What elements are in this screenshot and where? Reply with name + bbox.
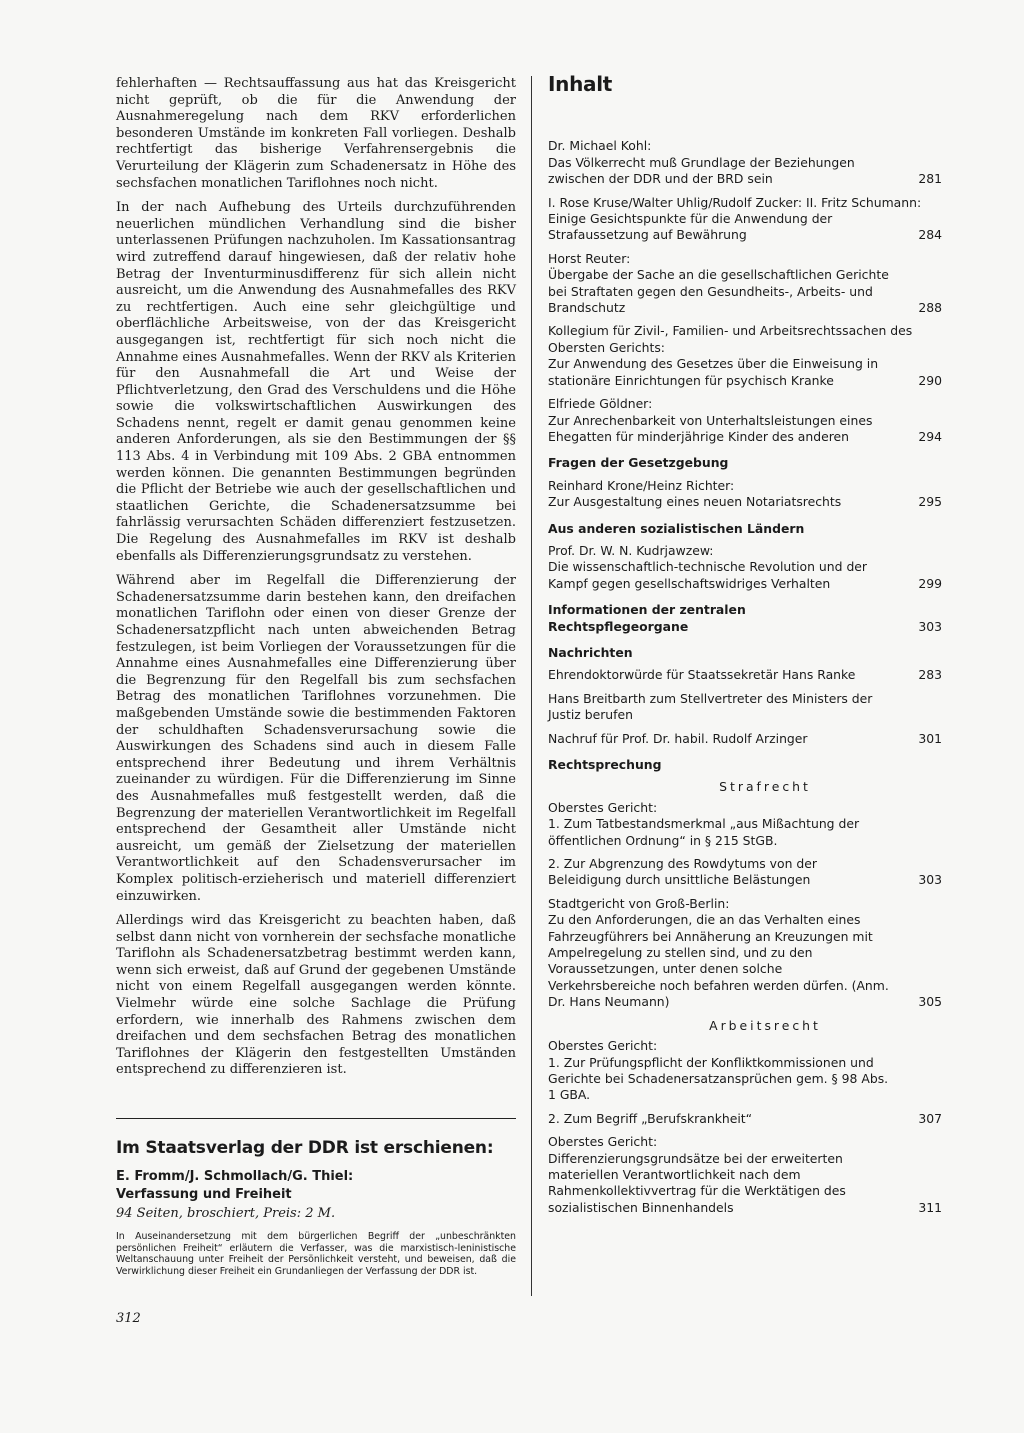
toc-entry[interactable]: [548, 1151, 942, 1217]
toc-subsection-heading: Arbeitsrecht: [709, 1017, 821, 1033]
toc-page: 303: [918, 872, 942, 888]
toc-title: Inhalt: [548, 72, 613, 96]
toc-author: Dr. Michael Kohl:: [548, 138, 652, 154]
toc-page: 281: [918, 171, 942, 187]
toc-author: I. Rose Kruse/Walter Uhlig/Rudolf Zucker: II. Fritz Schumann:: [548, 194, 922, 210]
toc-entry[interactable]: [548, 323, 942, 389]
publisher-advert: [116, 1138, 516, 1277]
toc-entry-title: 2. Zur Abgrenzung des Rowdytums von der Beleidigung durch unsittliche Belästungen: [548, 856, 817, 888]
toc-entry[interactable]: [548, 816, 942, 849]
paragraph: In der nach Aufhebung des Urteils durchzuführenden neuerlichen mündlichen Verhandlung sind die bisher unterlassenen Prüfungen nachzuholen. Im Kassationsantrag wird zutreffend darauf hingewiesen, daß der relativ hohe Betrag der Inventurminusdifferenz für sich allein nicht ausreicht, um die Anwendung des Ausnahmefalles des RKV zu rechtfertigen. Auch eine sehr gleichgültige und oberflächliche Arbeitsweise, von der das Kreisgericht ausgegangen ist, rechtfertigt für sich noch nicht die Annahme eines Ausnahmefalles. Wenn der RKV als Kriterien für den Ausnahmefall die Art und Weise der Pflichtverletzung, den Grad des Verschuldens und die Höhe sowie die volkswirtschaftlichen Auswirkungen des Schadens nennt, regelt er damit genau genommen keine anderen Anforderungen, als sie den Bestimmungen der §§ 113 Abs. 4 in Verbindung mit 109 Abs. 2 GBA entnommen werden können. Die genannten Bestimmungen begründen die Pflicht der Betriebe wie auch der gesellschaftlichen und staatlichen Gerichte, die Schadenersatzsumme bei fahrlässig verursachten Schäden differenziert festzusetzen. Die Regelung des Ausnahmefalles im RKV ist deshalb ebenfalls als Differenzierungsgrundsatz zu verstehen.: [116, 200, 516, 564]
toc-entry[interactable]: [548, 856, 942, 889]
toc-entry-title: Ehrendoktorwürde für Staatssekretär Hans Ranke: [548, 667, 856, 683]
toc-page: 299: [918, 575, 942, 591]
court-name: Oberstes Gericht:: [548, 1038, 658, 1054]
advert-heading: Im Staatsverlag der DDR ist erschienen:: [116, 1138, 494, 1158]
court-name: Stadtgericht von Groß-Berlin:: [548, 895, 730, 911]
toc-entry-title: Zur Ausgestaltung eines neuen Notariatsrechts: [548, 494, 842, 510]
toc-page: 290: [918, 372, 942, 388]
toc-author: Elfriede Göldner:: [548, 396, 653, 412]
paragraph: fehlerhaften — Rechtsauffassung aus hat das Kreisgericht nicht geprüft, ob die für die Anwendung der Ausnahmeregelung nach dem RKV erforderlichen besonderen Umstände im konkreten Fall vorliegen. Deshalb rechtfertigt das bisherige Verfahrensergebnis die Verurteilung der Klägerin zum Schadenersatz in Höhe des sechsfachen monatlichen Tariflohnes noch nicht.: [116, 76, 516, 191]
toc-entry[interactable]: [548, 691, 942, 724]
toc-entry[interactable]: [548, 396, 942, 445]
toc-entry[interactable]: [548, 478, 942, 511]
toc-section-entry[interactable]: [548, 602, 942, 635]
toc-entry-title: 1. Zur Prüfungspflicht der Konfliktkommissionen und Gerichte bei Schadenersatzansprüchen gem. § 98 Abs. 1 GBA.: [548, 1054, 889, 1103]
section-divider: [116, 1118, 516, 1119]
toc-page: 288: [918, 300, 942, 316]
toc-entry-title: Differenzierungsgrundsätze bei der erweiterten materiellen Verantwortlichkeit nach dem Rahmenkollektivvertrag für die Werktätigen des sozialistischen Binnenhandels: [548, 1150, 846, 1215]
advert-meta: 94 Seiten, broschiert, Preis: 2 M.: [116, 1206, 336, 1221]
toc-author: Kollegium für Zivil-, Familien- und Arbeitsrechtssachen des Obersten Gerichts:: [548, 323, 913, 355]
paragraph: Während aber im Regelfall die Differenzierung der Schadenersatzsumme darin bestehen kann, den dreifachen monatlichen Tariflohn oder einen von dieser Grenze der Schadenersatzpflicht nach unten abweichenden Betrag festzulegen, ist beim Vorliegen der Voraussetzungen für die Annahme eines Ausnahmefalles eine Differenzierung über die Begrenzung für den Regelfall bis zum sechsfachen Betrag des monatlichen Tariflohnes vorzunehmen. Die maßgebenden Umstände sowie die bestimmenden Faktoren der schuldhaften Schadensverursachung sowie die Auswirkungen des Schadens sind auch in diesem Falle entsprechend ihrer Bedeutung und ihrem Verhältnis zueinander zu würdigen. Für die Differenzierung im Sinne des Ausnahmefalles muß festgestellt werden, daß die Begrenzung der materiellen Verantwortlichkeit im Regelfall entsprechend der Gesamtheit aller Umstände nicht ausreicht, um gemäß der Zielsetzung der materiellen Verantwortlichkeit auf den Schadensverursacher im Komplex politisch-erzieherisch und materiell differenziert einzuwirken.: [116, 573, 516, 904]
page-number: 312: [116, 1311, 141, 1326]
toc-section-heading: Nachrichten: [548, 644, 633, 660]
advert-description: In Auseinandersetzung mit dem bürgerlichen Begriff der „unbeschränkten persönlichen Freiheit“ erläutern die Verfasser, was die marxistisch-leninistische Weltanschauung unter Freiheit der Persönlichkeit versteht, und beweisen, daß die Verwirklichung dieser Freiheit ein Grundanliegen der Verfassung der DDR ist.: [116, 1231, 516, 1277]
paragraph: Allerdings wird das Kreisgericht zu beachten haben, daß selbst dann nicht von vornherein der sechsfache monatliche Tariflohn als Schadenersatzbetrag bestimmt werden kann, wenn sich erweist, daß auf Grund der gegebenen Umstände nicht von einem Regelfall ausgegangen werden könnte. Vielmehr würde eine solche Sachlage die Prüfung erfordern, wie innerhalb des Rahmens zwischen dem dreifachen und dem sechsfachen Betrag des monatlichen Tariflohnes der Klägerin den festgestellten Umständen entsprechend zu differenzieren ist.: [116, 913, 516, 1078]
toc-entry-title: 2. Zum Begriff „Berufskrankheit“: [548, 1110, 753, 1126]
toc-entry[interactable]: [548, 138, 942, 187]
court-name: Oberstes Gericht:: [548, 799, 658, 815]
article-column: [116, 76, 516, 1087]
toc-entry[interactable]: [548, 1111, 942, 1127]
toc-entry-title: Einige Gesichtspunkte für die Anwendung der Strafaussetzung auf Bewährung: [548, 211, 833, 243]
toc-entry-title: Übergabe der Sache an die gesellschaftlichen Gerichte bei Straftaten gegen den Gesundheits-, Arbeits- und Brandschutz: [548, 267, 889, 316]
toc-page: 295: [918, 494, 942, 510]
toc-entry-title: Nachruf für Prof. Dr. habil. Rudolf Arzinger: [548, 730, 808, 746]
toc-page: 301: [918, 730, 942, 746]
toc-entry-title: Hans Breitbarth zum Stellvertreter des Ministers der Justiz berufen: [548, 690, 873, 723]
toc-page: 311: [918, 1199, 942, 1215]
toc-author: Horst Reuter:: [548, 250, 631, 266]
toc-subsection-heading: Strafrecht: [719, 779, 811, 795]
toc-page: 305: [918, 994, 942, 1010]
table-of-contents: [548, 72, 942, 1223]
toc-entry-title: Die wissenschaftlich-technische Revolution und der Kampf gegen gesellschaftswidriges Verhalten: [548, 559, 868, 591]
toc-entry-title: 1. Zum Tatbestandsmerkmal „aus Mißachtung der öffentlichen Ordnung“ in § 215 StGB.: [548, 816, 860, 848]
toc-section-heading: Aus anderen sozialistischen Ländern: [548, 520, 805, 536]
toc-entry[interactable]: [548, 543, 942, 592]
toc-entry-title: Das Völkerrecht muß Grundlage der Beziehungen zwischen der DDR und der BRD sein: [548, 154, 855, 187]
toc-author: Reinhard Krone/Heinz Richter:: [548, 477, 735, 493]
toc-entry[interactable]: [548, 251, 942, 317]
toc-entry[interactable]: [548, 912, 942, 1010]
advert-authors: E. Fromm/J. Schmollach/G. Thiel:: [116, 1169, 354, 1184]
toc-section-heading: Informationen der zentralen Rechtspflegeorgane: [548, 602, 746, 634]
toc-entry-title: Zur Anrechenbarkeit von Unterhaltsleistungen eines Ehegatten für minderjährige Kinder des anderen: [548, 412, 873, 444]
toc-author: Prof. Dr. W. N. Kudrjawzew:: [548, 542, 714, 558]
toc-page: 303: [918, 618, 942, 634]
toc-section-heading: Rechtsprechung: [548, 757, 662, 772]
advert-book-title: Verfassung und Freiheit: [116, 1187, 292, 1202]
court-name: Oberstes Gericht:: [548, 1134, 658, 1150]
toc-entry-title: Zur Anwendung des Gesetzes über die Einweisung in stationäre Einrichtungen für psychisch Kranke: [548, 356, 879, 388]
toc-page: 284: [918, 227, 942, 243]
toc-section-heading: Fragen der Gesetzgebung: [548, 455, 729, 471]
toc-page: 283: [918, 667, 942, 683]
toc-page: 307: [918, 1110, 942, 1126]
toc-entry[interactable]: [548, 195, 942, 244]
toc-entry-title: Zu den Anforderungen, die an das Verhalten eines Fahrzeugführers bei Annäherung an Kreuzungen mit Ampelregelung zu stellen sind, und zu den Voraussetzungen, unter denen solche Verkehrsbereiche noch befahren werden dürfen. (Anm. Dr. Hans Neumann): [548, 912, 889, 1010]
column-divider: [531, 76, 532, 1296]
toc-page: 294: [918, 428, 942, 444]
toc-entry[interactable]: [548, 731, 942, 747]
toc-entry[interactable]: [548, 667, 942, 683]
toc-entry[interactable]: [548, 1055, 942, 1104]
